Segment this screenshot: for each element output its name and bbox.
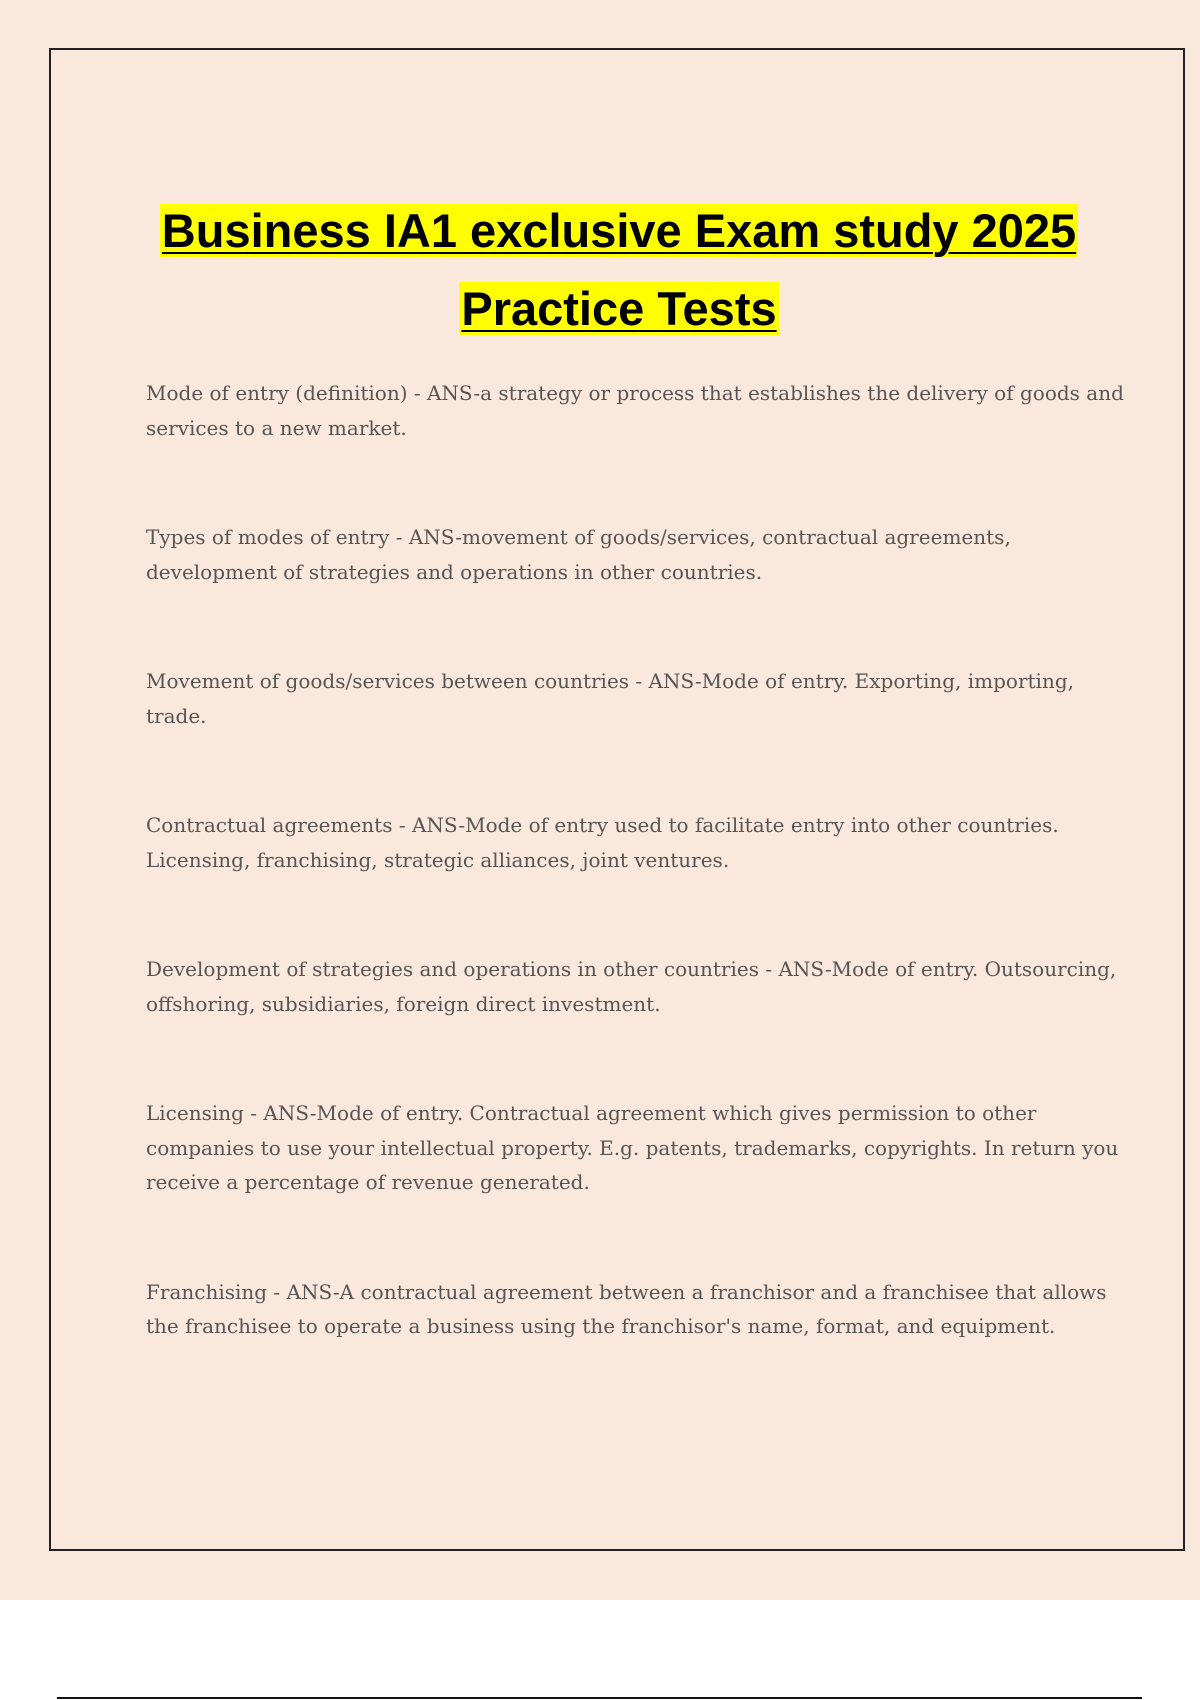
qa-entry-franchising: Franchising - ANS-A contractual agreement between a franchisor and a franchisee that allows the franchisee to operate a business using the franchisor's name, format, and equipment. bbox=[146, 1279, 1107, 1338]
qa-entry-movement-of-goods: Movement of goods/services between countries - ANS-Mode of entry. Exporting, importing, trade. bbox=[146, 669, 1074, 728]
qa-entry-licensing: Licensing - ANS-Mode of entry. Contractual agreement which gives permission to other companies to use your intellectual property. E.g. patents, trademarks, copyrights. In return you receive a percentage of revenue generated. bbox=[146, 1101, 1119, 1194]
title-line-1: Business IA1 exclusive Exam study 2025 bbox=[161, 204, 1077, 257]
qa-entries-list bbox=[146, 376, 1136, 1344]
document-title bbox=[51, 192, 1187, 348]
title-line-2: Practice Tests bbox=[461, 282, 777, 335]
qa-entry-development-of-strategies: Development of strategies and operations in other countries - ANS-Mode of entry. Outsourcing, offshoring, subsidiaries, foreign direct investment. bbox=[146, 957, 1117, 1016]
qa-entry-contractual-agreements: Contractual agreements - ANS-Mode of entry used to facilitate entry into other countries. Licensing, franchising, strategic alliances, joint ventures. bbox=[146, 813, 1059, 872]
qa-entry-types-of-modes: Types of modes of entry - ANS-movement of goods/services, contractual agreements, development of strategies and operations in other countries. bbox=[146, 525, 1011, 584]
footer-divider bbox=[57, 1697, 1142, 1699]
page-border-frame bbox=[49, 48, 1185, 1551]
qa-entry-mode-of-entry-definition: Mode of entry (definition) - ANS-a strategy or process that establishes the delivery of goods and services to a new market. bbox=[146, 381, 1124, 440]
